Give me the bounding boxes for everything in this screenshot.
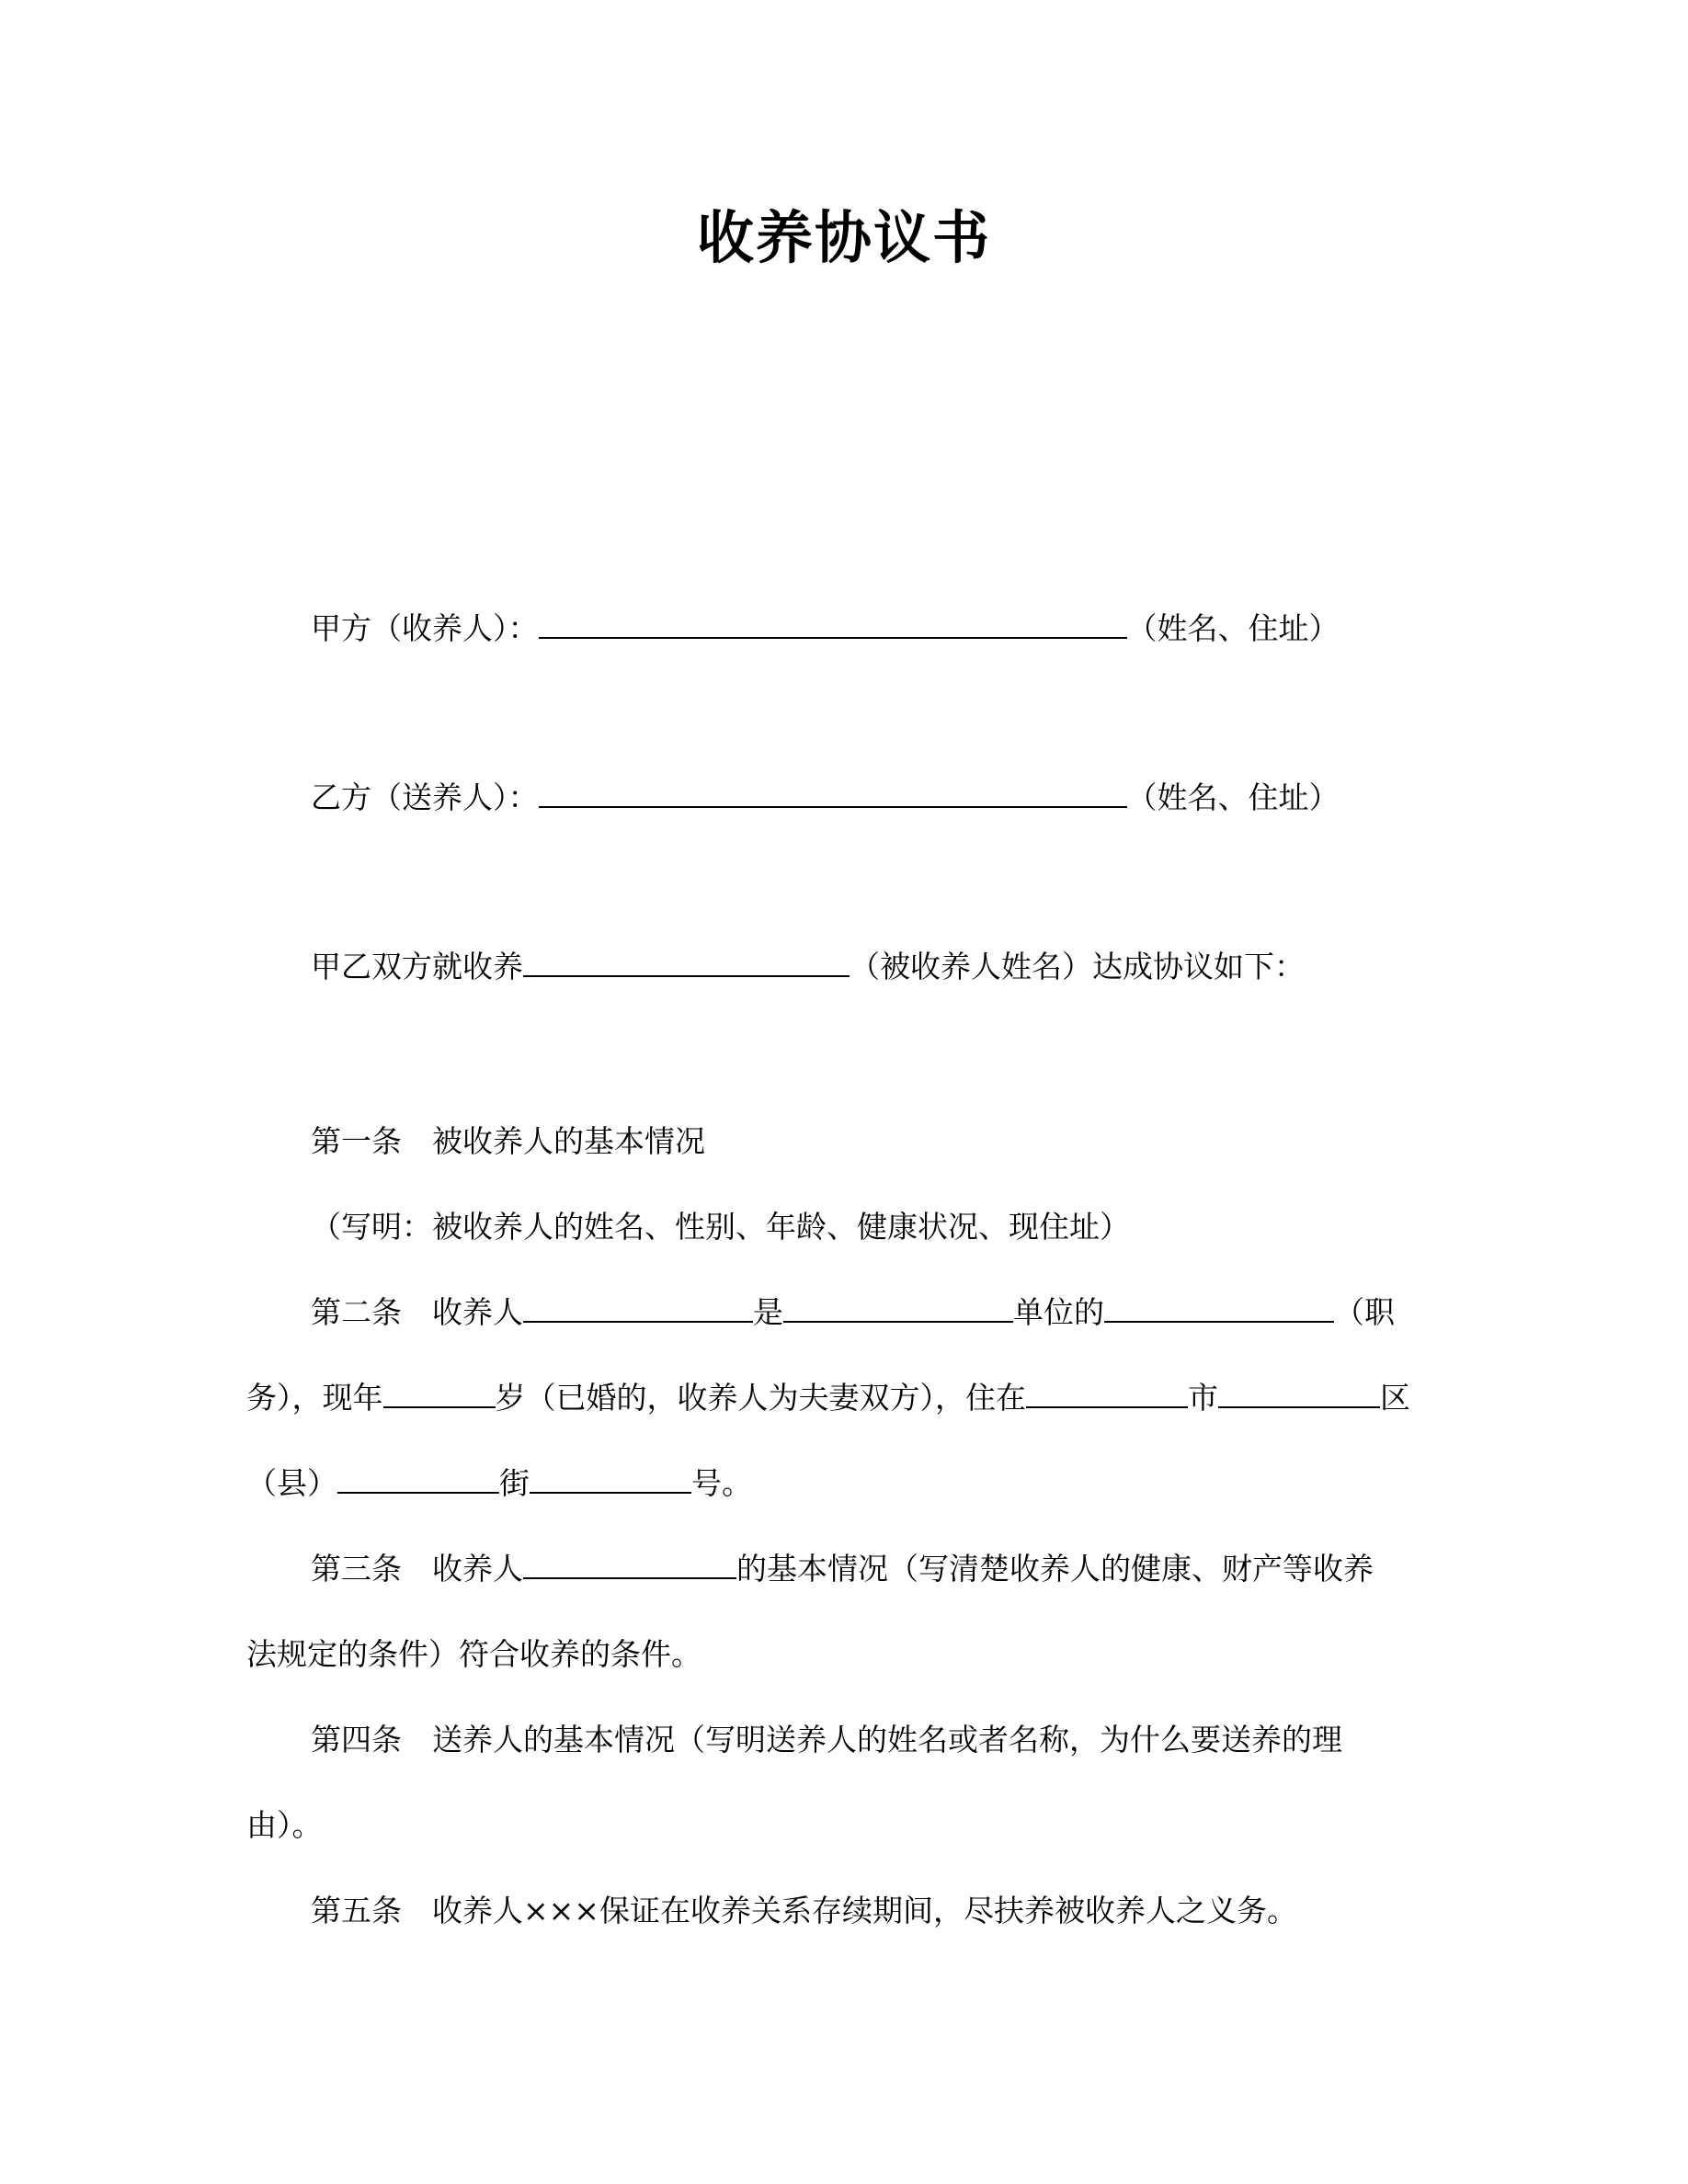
article2-text-3: 单位的 <box>1013 1294 1104 1330</box>
article2-text-9: （县） <box>246 1465 337 1501</box>
district-blank[interactable] <box>1218 1370 1380 1408</box>
age-blank[interactable] <box>383 1370 496 1408</box>
party-a-blank[interactable] <box>539 600 1127 639</box>
article2-line2 <box>246 1369 1410 1428</box>
party-a-note: （姓名、住址） <box>1126 610 1340 646</box>
city-blank[interactable] <box>1026 1370 1188 1408</box>
party-a-line <box>311 599 1340 658</box>
article2-text-1: 第二条 收养人 <box>311 1294 523 1330</box>
position-blank[interactable] <box>1104 1284 1334 1323</box>
document-title: 收养协议书 <box>696 204 991 271</box>
county-blank[interactable] <box>337 1455 499 1494</box>
article3-text-2: 的基本情况（写清楚收养人的健康、财产等收养 <box>736 1551 1374 1587</box>
party-a-label: 甲方（收养人）： <box>311 610 539 646</box>
street-number-blank[interactable] <box>530 1455 691 1494</box>
article2-text-5: 务），现年 <box>246 1380 383 1416</box>
article3-line2: 法规定的条件）符合收养的条件。 <box>246 1636 701 1672</box>
article3-line1 <box>311 1540 1374 1598</box>
party-b-blank[interactable] <box>539 769 1127 808</box>
article2-text-10: 街 <box>499 1465 530 1501</box>
article1-heading: 第一条 被收养人的基本情况 <box>311 1123 705 1159</box>
party-b-line <box>311 768 1340 827</box>
article3-text-1: 第三条 收养人 <box>311 1551 523 1587</box>
article3-adopter-blank[interactable] <box>523 1541 736 1579</box>
adoptee-name-blank[interactable] <box>523 938 850 977</box>
adopter-name-blank[interactable] <box>523 1284 753 1323</box>
intro-prefix: 甲乙双方就收养 <box>311 949 523 984</box>
article4-line2: 由）。 <box>246 1807 323 1843</box>
article2-text-4: （职 <box>1334 1294 1395 1330</box>
article2-text-11: 号。 <box>691 1465 752 1501</box>
unit-blank[interactable] <box>783 1284 1013 1323</box>
article2-text-2: 是 <box>753 1294 783 1330</box>
article2-text-7: 市 <box>1188 1380 1218 1416</box>
article2-line1 <box>311 1283 1395 1342</box>
article2-line3 <box>246 1454 752 1513</box>
article2-text-6: 岁（已婚的，收养人为夫妻双方），住在 <box>495 1380 1026 1416</box>
party-b-label: 乙方（送养人）： <box>311 779 539 815</box>
article1-note: （写明：被收养人的姓名、性别、年龄、健康状况、现住址） <box>311 1209 1130 1245</box>
article5-line: 第五条 收养人×××保证在收养关系存续期间，尽扶养被收养人之义务。 <box>311 1893 1297 1928</box>
party-b-note: （姓名、住址） <box>1126 779 1340 815</box>
intro-suffix: （被收养人姓名）达成协议如下： <box>850 949 1305 984</box>
article4-line1: 第四条 送养人的基本情况（写明送养人的姓名或者名称，为什么要送养的理 <box>311 1722 1342 1757</box>
article2-text-8: 区 <box>1380 1380 1410 1416</box>
intro-line <box>311 938 1305 996</box>
